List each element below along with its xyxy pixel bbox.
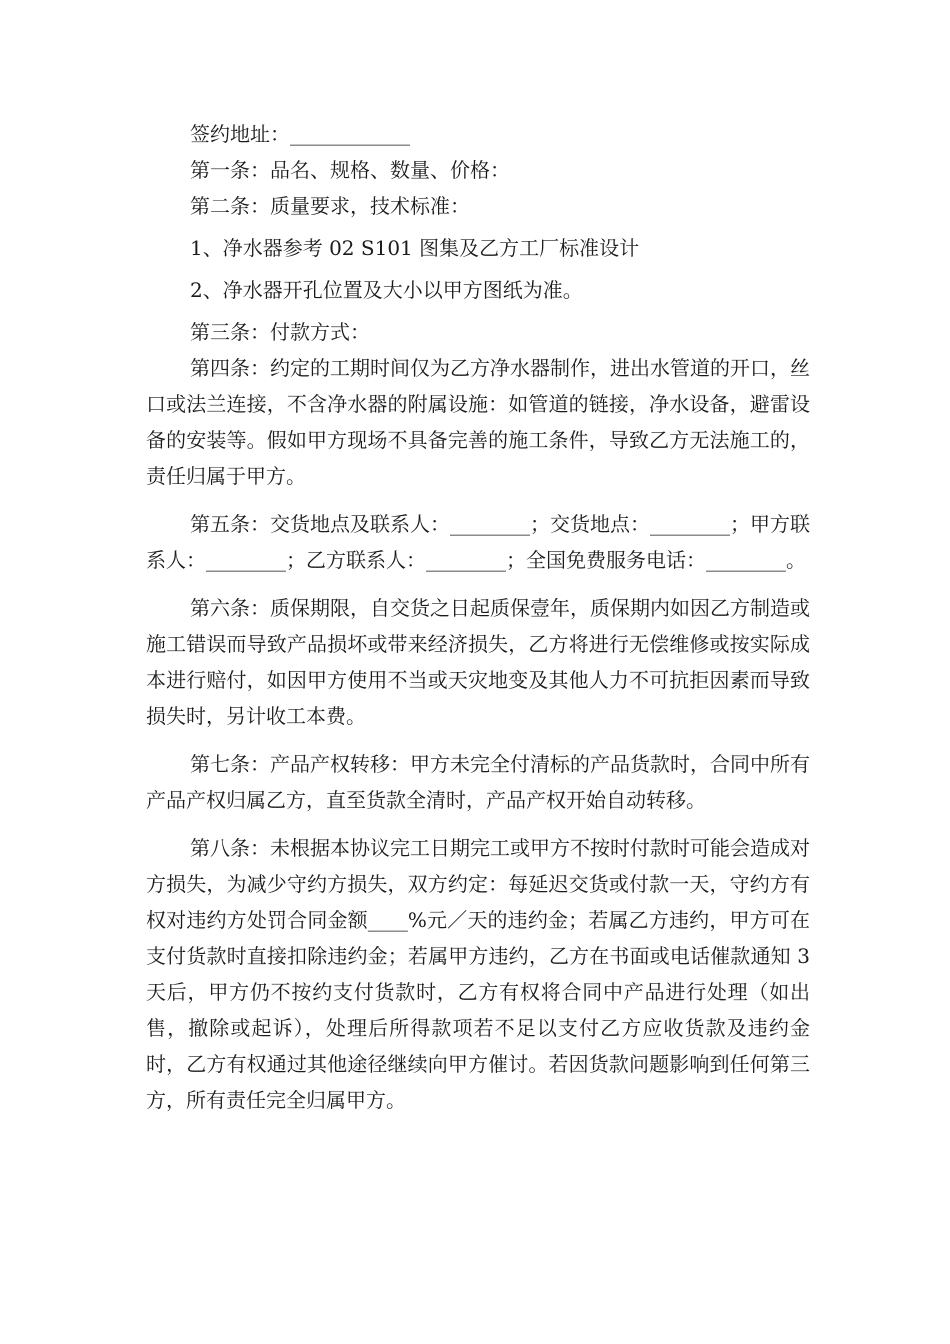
article-3-heading: 第三条：付款方式： bbox=[190, 320, 370, 344]
article-4-paragraph: 第四条：约定的工期时间仅为乙方净水器制作，进出水管道的开口，丝口或法兰连接，不含净水器的附属设施：如管道的链接，净水设备，避雷设备的安装等。假如甲方现场不具备完善的施工条件，导致乙方无法施工的，责任归属于甲方。 bbox=[146, 356, 810, 488]
article-8-paragraph: 第八条：未根据本协议完工日期完工或甲方不按时付款时可能会造成对方损失，为减少守约方损失，双方约定：每延迟交货或付款一天，守约方有权对违约方处罚合同金额____%元／天的违约金；若属乙方违约，甲方可在支付货款时直接扣除违约金；若属甲方违约，乙方在书面或电话催款通知 3 天后，甲方仍不按约支付货款时，乙方有权将合同中产品进行处理（如出售，撤除或起诉），处理后所得款项若不足以支付乙方应收货款及违约金时，乙方有权通过其他途径继续向甲方催讨。若因货款问题影响到任何第三方，所有责任完全归属甲方。 bbox=[146, 836, 810, 1112]
article-5-paragraph: 第五条：交货地点及联系人：________；交货地点：________；甲方联系人：________；乙方联系人：________；全国免费服务电话：________。 bbox=[146, 512, 810, 572]
article-7-paragraph: 第七条：产品产权转移：甲方未完全付清标的产品货款时，合同中所有产品产权归属乙方，直至货款全清时，产品产权开始自动转移。 bbox=[146, 752, 810, 812]
article-6-paragraph: 第六条：质保期限，自交货之日起质保壹年，质保期内如因乙方制造或施工错误而导致产品损坏或带来经济损失，乙方将进行无偿维修或按实际成本进行赔付，如因甲方使用不当或天灾地变及其他人力不可抗拒因素而导致损失时，另计收工本费。 bbox=[146, 596, 810, 728]
signing-address-line: 签约地址：____________ bbox=[190, 122, 410, 146]
quality-item-1: 1、净水器参考 02 S101 图集及乙方工厂标准设计 bbox=[190, 236, 640, 260]
article-2-heading: 第二条：质量要求，技术标准： bbox=[190, 194, 470, 218]
article-1-heading: 第一条：品名、规格、数量、价格： bbox=[190, 158, 510, 182]
document-body bbox=[146, 116, 810, 1118]
quality-item-2: 2、净水器开孔位置及大小以甲方图纸为准。 bbox=[190, 278, 583, 302]
